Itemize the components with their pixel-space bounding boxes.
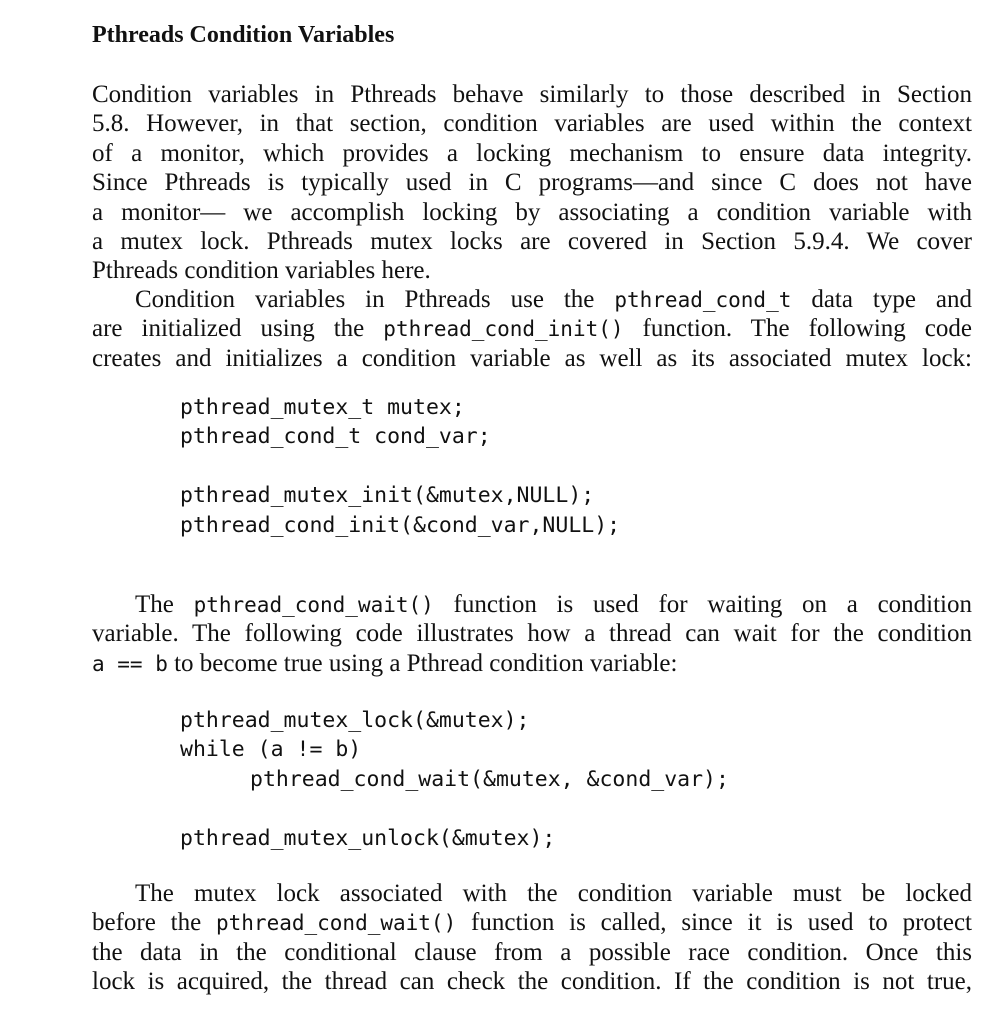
inline-code: pthread_cond_t — [614, 288, 792, 312]
section-title: Pthreads Condition Variables — [92, 22, 395, 48]
text-run: function. The following code — [623, 315, 972, 343]
text-run: The — [135, 591, 194, 618]
text-run: before the — [92, 909, 216, 937]
code-blank-line — [180, 794, 729, 823]
code-line: pthread_cond_t cond_var; — [180, 424, 491, 450]
inline-code: a == b — [92, 651, 168, 676]
text-run: function is called, since it is used to protect — [456, 909, 972, 937]
paragraph-line: Since Pthreads is typically used in C programs—and since C does not have — [92, 169, 972, 197]
paragraph-line: lock is acquired, the thread can check the condition. If the condition is not true, — [92, 968, 972, 996]
paragraph-line — [92, 649, 972, 678]
paragraph-line: creates and initializes a condition variable as well as its associated mutex lock: — [92, 344, 972, 372]
code-blank-line — [180, 452, 620, 481]
code-line: pthread_cond_wait(&mutex, &cond_var); — [250, 766, 729, 792]
paragraph-mutex — [92, 879, 972, 997]
paragraph-intro — [92, 80, 972, 286]
paragraph-line — [92, 314, 972, 343]
paragraph-init — [92, 285, 972, 373]
text-run: data type and — [791, 286, 973, 313]
paragraph-line: a monitor— we accomplish locking by associating a condition variable with — [92, 198, 972, 226]
inline-code: pthread_cond_wait() — [193, 593, 434, 617]
code-line: pthread_cond_init(&cond_var,NULL); — [180, 512, 621, 538]
paragraph-line — [92, 908, 972, 937]
inline-code: pthread_cond_init() — [383, 317, 624, 342]
inline-code: pthread_cond_wait() — [216, 911, 457, 936]
paragraph-line: variable. The following code illustrates how a thread can wait for the condition — [92, 620, 972, 648]
paragraph-line: Condition variables in Pthreads behave similarly to those described in Section — [92, 81, 972, 108]
paragraph-line: 5.8. However, in that section, condition variables are used within the context — [92, 110, 972, 138]
code-line: pthread_mutex_init(&mutex,NULL); — [180, 483, 595, 509]
paragraph-line — [92, 285, 972, 314]
paragraph-line: a mutex lock. Pthreads mutex locks are covered in Section 5.9.4. We cover — [92, 227, 972, 255]
code-line: pthread_mutex_unlock(&mutex); — [180, 825, 556, 851]
paragraph-line: Pthreads condition variables here. — [92, 257, 431, 285]
paragraph-wait — [92, 590, 972, 678]
code-block-declarations — [180, 393, 620, 540]
text-run: Condition variables in Pthreads use the — [135, 286, 615, 313]
paragraph-line: The mutex lock associated with the condition variable must be locked — [135, 880, 972, 907]
paragraph-line: the data in the conditional clause from a possible race condition. Once this — [92, 938, 972, 966]
paragraph-line — [92, 590, 972, 619]
code-block-waiting — [180, 706, 729, 853]
text-run: function is used for waiting on a condition — [433, 591, 973, 618]
paragraph-line: of a monitor, which provides a locking mechanism to ensure data integrity. — [92, 139, 972, 167]
text-run: to become true using a Pthread condition variable: — [167, 649, 678, 677]
code-line: while (a != b) — [180, 737, 362, 763]
text-run: are initialized using the — [92, 315, 384, 343]
code-line: pthread_mutex_t mutex; — [180, 395, 465, 420]
code-line: pthread_mutex_lock(&mutex); — [180, 708, 530, 733]
